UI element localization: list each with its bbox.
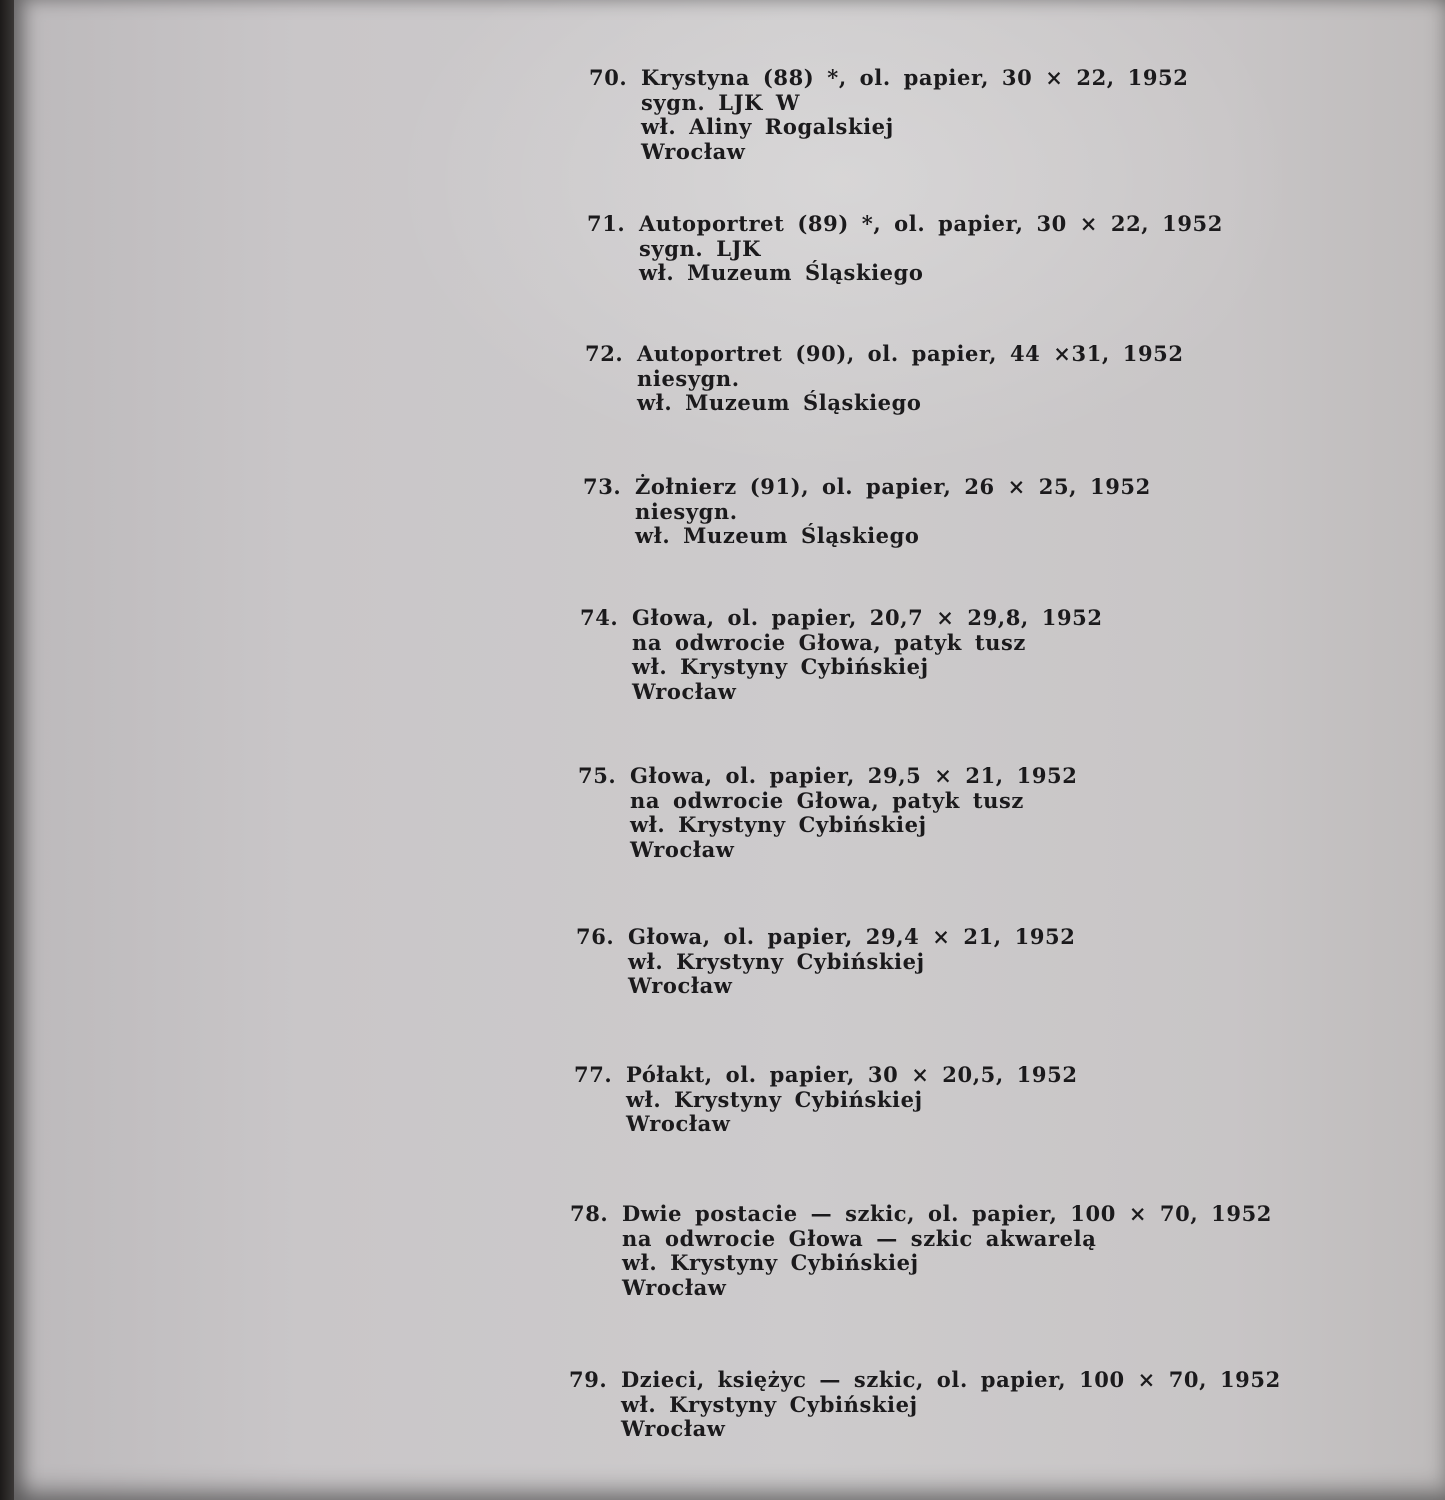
entry-title-line: Głowa, ol. papier, 20,7 × 29,8, 1952 <box>632 605 1103 630</box>
entry-detail-line: wł. Muzeum Śląskiego <box>635 523 920 548</box>
entry-detail-line: wł. Aliny Rogalskiej <box>641 114 894 139</box>
entry-number: 74. <box>580 605 619 630</box>
entry-detail-line: Wrocław <box>628 973 733 998</box>
entry-detail-line: Wrocław <box>626 1111 731 1136</box>
entry-detail-line: wł. Krystyny Cybińskiej <box>622 1250 919 1275</box>
entry-detail-line: na odwrocie Głowa, patyk tusz <box>632 629 1026 655</box>
entry-number: 77. <box>574 1062 613 1087</box>
entry-title-line: Krystyna (88) *, ol. papier, 30 × 22, 1952 <box>641 65 1189 90</box>
entry-text-block <box>639 212 1223 286</box>
entry-title-line: Dzieci, księżyc — szkic, ol. papier, 100 × 70, 1952 <box>621 1367 1281 1392</box>
entry-title-line: Głowa, ol. papier, 29,5 × 21, 1952 <box>630 763 1078 788</box>
entry-number: 76. <box>576 924 615 949</box>
entry-text-block <box>626 1063 1078 1137</box>
entry-number: 79. <box>569 1367 608 1392</box>
entry-detail-line: Wrocław <box>622 1274 727 1300</box>
entry-text-block <box>637 342 1184 416</box>
entry-detail-line: wł. Krystyny Cybińskiej <box>628 948 925 974</box>
entry-title-line: Żołnierz (91), ol. papier, 26 × 25, 1952 <box>635 474 1151 499</box>
entry-title-line: Autoportret (89) *, ol. papier, 30 × 22, 1952 <box>639 211 1223 236</box>
entry-number: 70. <box>589 65 628 90</box>
entry-detail-line: Wrocław <box>632 678 737 704</box>
entry-detail-line: Wrocław <box>630 836 735 862</box>
entry-text-block <box>632 606 1103 704</box>
catalog-page <box>14 0 1445 1500</box>
entry-detail-line: niesygn. <box>635 498 738 524</box>
entry-number: 73. <box>583 474 622 499</box>
entry-title-line: Autoportret (90), ol. papier, 44 ×31, 1952 <box>637 341 1184 366</box>
entry-number: 75. <box>578 763 617 788</box>
entry-title-line: Głowa, ol. papier, 29,4 × 21, 1952 <box>628 924 1076 949</box>
entry-detail-line: Wrocław <box>641 138 746 164</box>
entry-text-block <box>621 1368 1281 1442</box>
entry-detail-line: wł. Krystyny Cybińskiej <box>626 1086 923 1112</box>
entry-text-block <box>641 66 1188 164</box>
entry-title-line: Dwie postacie — szkic, ol. papier, 100 × 70, 1952 <box>622 1201 1273 1226</box>
entry-text-block <box>628 925 1075 999</box>
entry-detail-line: wł. Muzeum Śląskiego <box>639 260 924 285</box>
entry-number: 78. <box>570 1201 609 1226</box>
entry-text-block <box>630 764 1077 862</box>
entry-detail-line: niesygn. <box>637 365 740 391</box>
entry-number: 71. <box>587 211 626 236</box>
entry-title-line: Półakt, ol. papier, 30 × 20,5, 1952 <box>626 1062 1078 1087</box>
entry-detail-line: wł. Krystyny Cybińskiej <box>630 812 927 837</box>
entry-number: 72. <box>585 341 624 366</box>
catalog-entries-list <box>14 0 1445 1500</box>
entry-detail-line: wł. Muzeum Śląskiego <box>637 390 922 415</box>
entry-detail-line: Wrocław <box>621 1416 726 1441</box>
entry-detail-line: na odwrocie Głowa — szkic akwarelą <box>622 1225 1097 1251</box>
book-spine-shadow <box>0 0 14 1500</box>
entry-detail-line: na odwrocie Głowa, patyk tusz <box>630 787 1024 813</box>
entry-text-block <box>622 1202 1272 1300</box>
entry-detail-line: wł. Krystyny Cybińskiej <box>632 654 929 679</box>
entry-detail-line: sygn. LJK <box>639 235 761 261</box>
entry-text-block <box>635 475 1151 549</box>
entry-detail-line: wł. Krystyny Cybińskiej <box>621 1391 918 1417</box>
entry-detail-line: sygn. LJK W <box>641 89 801 115</box>
